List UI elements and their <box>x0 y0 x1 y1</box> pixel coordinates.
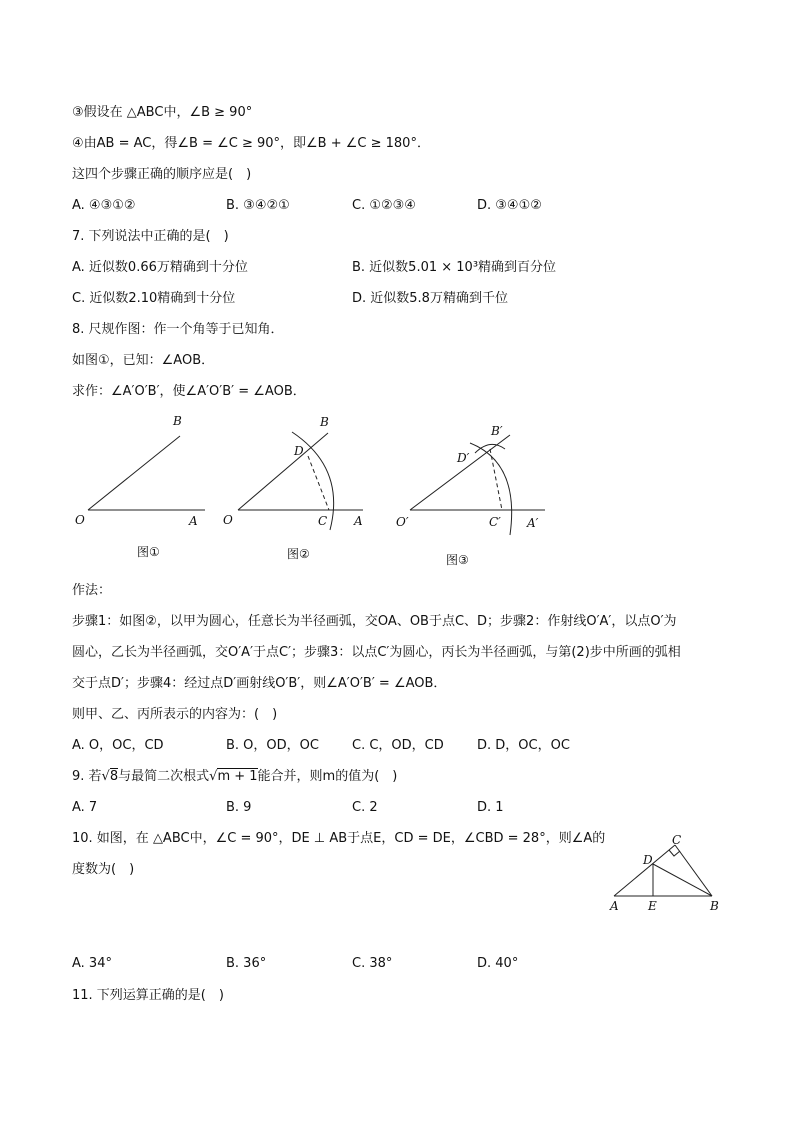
q7-option-c: C. 近似数2.10精确到十分位 <box>72 291 236 306</box>
label-o: O <box>75 513 85 527</box>
radicand-2: m + 1 <box>217 769 258 784</box>
order-question: 这四个步骤正确的顺序应是( ) <box>72 167 252 182</box>
intro-option-a: A. ④③①② <box>72 198 136 213</box>
q9-stem-prefix: 9. 若 <box>72 769 102 784</box>
label-c: C <box>318 514 328 528</box>
q9-stem <box>72 767 397 787</box>
figure-1 <box>70 408 210 533</box>
method-line-3: 交于点D′；步骤4：经过点D′画射线O′B′，则∠A′O′B′ = ∠AOB． <box>72 676 447 691</box>
q8-option-d: D. D，OC，OC <box>477 738 570 753</box>
label-b: B <box>320 415 329 429</box>
q9-option-b: B. 9 <box>226 800 252 815</box>
label-o-prime: O′ <box>396 515 409 529</box>
q8-option-a: A. O，OC，CD <box>72 738 164 753</box>
q8-given: 如图①，已知：∠AOB． <box>72 353 215 368</box>
label-o: O <box>223 513 233 527</box>
small-arc <box>475 444 505 453</box>
label-a: A <box>354 514 363 528</box>
label-b-prime: B′ <box>491 424 503 438</box>
method-line-1: 步骤1：如图②，以甲为圆心，任意长为半径画弧，交OA、OB于点C、D；步骤2：作射线O′A′，以点O′为 <box>72 614 677 629</box>
q10-option-a: A. 34° <box>72 956 112 971</box>
q8-stem: 8. 尺规作图：作一个角等于已知角． <box>72 322 284 337</box>
figure-2-caption: 图② <box>287 547 310 561</box>
q7-option-b: B. 近似数5.01 × 10³精确到百分位 <box>352 260 557 275</box>
sqrt-symbol-1: √ <box>101 769 110 784</box>
q8-option-b: B. O，OD，OC <box>226 738 319 753</box>
figure-1-caption: 图① <box>137 545 160 559</box>
q8-ask: 则甲、乙、丙所表示的内容为：( ) <box>72 707 278 722</box>
radicand-1: 8 <box>109 769 119 784</box>
q7-option-d: D. 近似数5.8万精确到千位 <box>352 291 508 306</box>
q8-required: 求作：∠A′O′B′，使∠A′O′B′ = ∠AOB． <box>72 384 306 399</box>
figure-3-caption: 图③ <box>446 553 469 567</box>
sqrt-symbol-2: √ <box>209 769 218 784</box>
label-d: D <box>643 853 653 867</box>
segment-c-prime-d-prime-dashed <box>490 449 502 510</box>
q9-option-a: A. 7 <box>72 800 98 815</box>
q7-option-a: A. 近似数0.66万精确到十分位 <box>72 260 248 275</box>
figure-3 <box>390 413 555 538</box>
label-a: A <box>610 899 619 913</box>
q7-stem: 7. 下列说法中正确的是( ) <box>72 229 229 244</box>
label-c-prime: C′ <box>489 515 501 529</box>
q9-option-d: D. 1 <box>477 800 504 815</box>
q8-option-c: C. C，OD，CD <box>352 738 444 753</box>
intro-option-b: B. ③④②① <box>226 198 290 213</box>
segment-bd <box>653 864 712 896</box>
intro-option-c: C. ①②③④ <box>352 198 416 213</box>
method-title: 作法： <box>72 583 112 598</box>
figure-2 <box>218 408 368 533</box>
label-d-prime: D′ <box>457 451 470 465</box>
method-line-2: 圆心，乙长为半径画弧，交O′A′于点C′；步骤3：以点C′为圆心，丙长为半径画弧，与第(2)步中所画的弧相 <box>72 645 681 660</box>
step-4-text: ④由AB = AC，得∠B = ∠C ≥ 90°，即∠B + ∠C ≥ 180°． <box>72 136 430 151</box>
q9-option-c: C. 2 <box>352 800 378 815</box>
segment-cd-dashed <box>308 456 329 510</box>
label-b: B <box>173 414 182 428</box>
label-c: C <box>672 833 682 847</box>
label-b: B <box>710 899 719 913</box>
q10-stem-line-1: 10. 如图，在 △ABC中，∠C = 90°，DE ⊥ AB于点E，CD = DE，∠CBD = 28°，则∠A的 <box>72 831 606 846</box>
label-e: E <box>648 899 657 913</box>
q9-stem-suffix: 能合并，则m的值为( ) <box>257 769 398 784</box>
ray-ob <box>88 436 180 510</box>
q10-option-b: B. 36° <box>226 956 267 971</box>
q10-stem-line-2: 度数为( ) <box>72 862 135 877</box>
label-d: D <box>294 444 304 458</box>
q9-stem-mid: 与最简二次根式 <box>118 769 210 784</box>
label-a-prime: A′ <box>527 516 539 530</box>
q10-triangle-figure <box>600 828 730 918</box>
side-cb <box>675 845 712 896</box>
q11-stem: 11. 下列运算正确的是( ) <box>72 988 224 1003</box>
intro-option-d: D. ③④①② <box>477 198 542 213</box>
q10-option-c: C. 38° <box>352 956 393 971</box>
right-angle-mark <box>669 850 680 856</box>
step-3-text: ③假设在 △ABC中，∠B ≥ 90° <box>72 105 253 120</box>
label-a: A <box>189 514 198 528</box>
q10-option-d: D. 40° <box>477 956 519 971</box>
